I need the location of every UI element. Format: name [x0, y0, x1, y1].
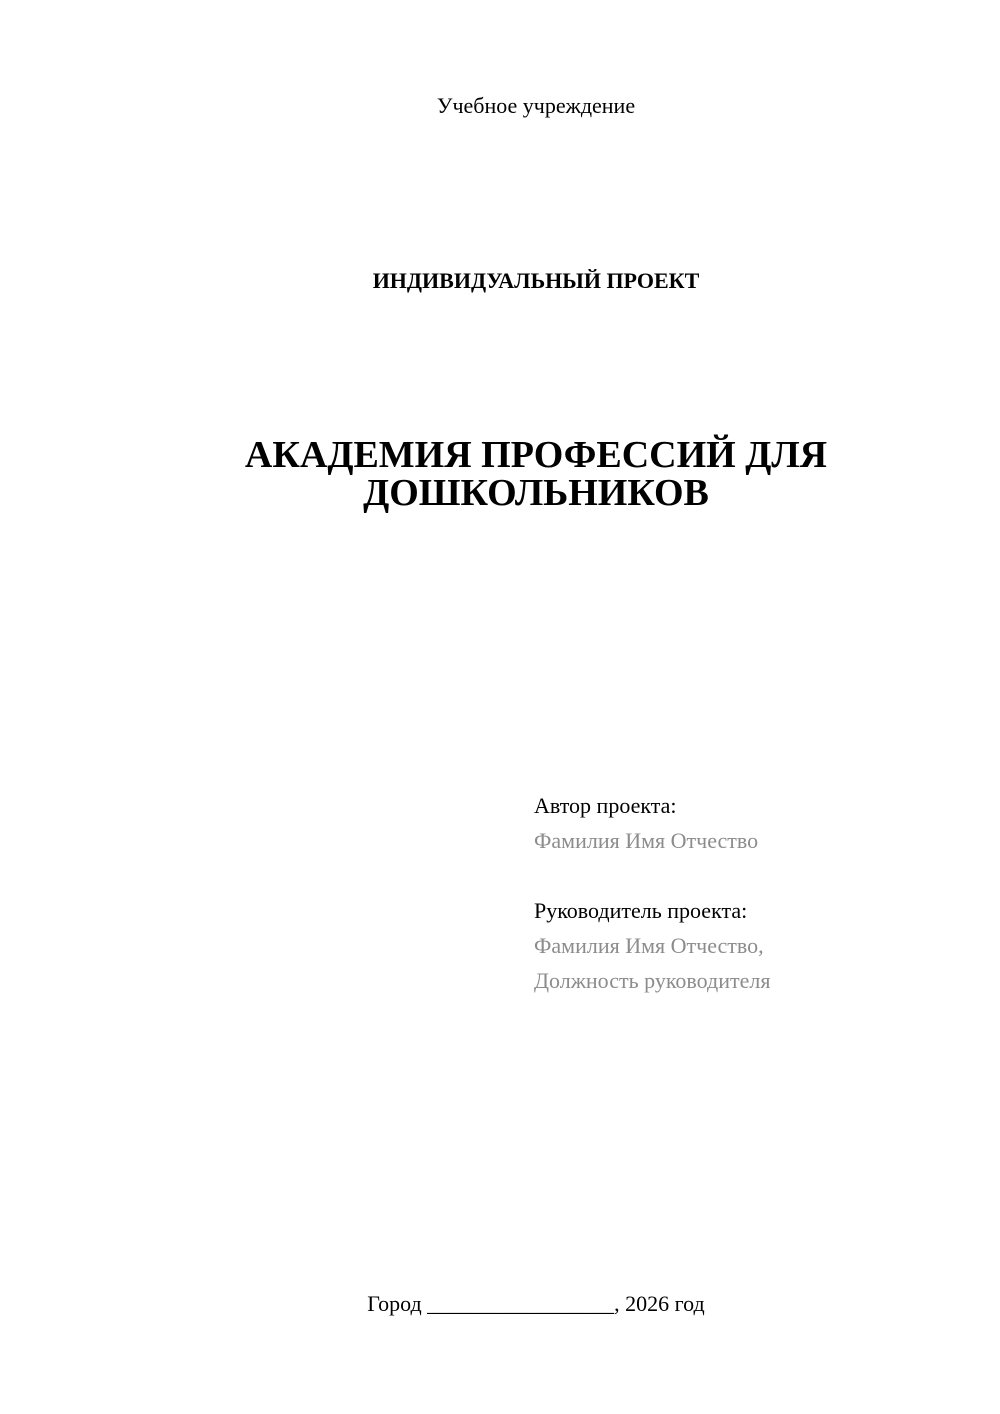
project-title-line-2: ДОШКОЛЬНИКОВ: [363, 472, 709, 514]
supervisor-label: Руководитель проекта:: [534, 898, 748, 923]
credits-block: [534, 788, 974, 998]
institution-name: Учебное учреждение: [436, 93, 636, 118]
city-year-line: Город _________________, 2026 год: [367, 1291, 705, 1316]
credits-spacer: [534, 858, 974, 893]
project-title-line-1: АКАДЕМИЯ ПРОФЕССИЙ ДЛЯ: [244, 434, 828, 476]
supervisor-position: Должность руководителя: [534, 968, 771, 993]
document-type: ИНДИВИДУАЛЬНЫЙ ПРОЕКТ: [372, 268, 700, 293]
project-title: [0, 436, 1000, 512]
supervisor-name: Фамилия Имя Отчество,: [534, 933, 764, 958]
author-name: Фамилия Имя Отчество: [534, 828, 759, 853]
author-label: Автор проекта:: [534, 793, 677, 818]
